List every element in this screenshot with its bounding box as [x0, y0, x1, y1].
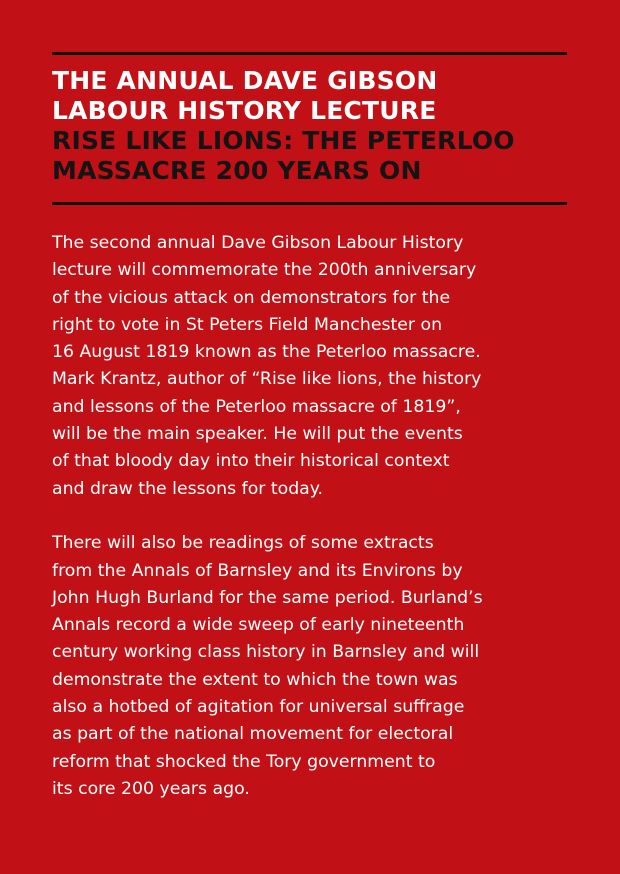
paragraph-2-line: reform that shocked the Tory government to — [52, 751, 436, 772]
paragraph-1-line: and draw the lessons for today. — [52, 478, 324, 499]
subtitle-line-2: MASSACRE 200 YEARS ON — [52, 156, 422, 185]
paragraph-1-line: 16 August 1819 known as the Peterloo massacre. — [52, 342, 481, 363]
paragraph-2-line: There will also be readings of some extracts — [52, 533, 434, 554]
paragraph-2-line: Annals record a wide sweep of early nineteenth — [52, 615, 465, 636]
paragraph-1-line: Mark Krantz, author of “Rise like lions, the history — [52, 369, 482, 390]
paragraph-2-line: its core 200 years ago. — [52, 778, 250, 799]
paragraph-1-line: and lessons of the Peterloo massacre of 1819”, — [52, 396, 461, 417]
paragraph-1-line: The second annual Dave Gibson Labour History — [52, 233, 464, 253]
paragraph-2-line: century working class history in Barnsley and will — [52, 642, 480, 663]
bottom-divider — [52, 202, 567, 205]
title-line-2: LABOUR HISTORY LECTURE — [52, 96, 437, 125]
paragraph-2-line: from the Annals of Barnsley and its Environs by — [52, 560, 463, 581]
paragraph-2-line: demonstrate the extent to which the town was — [52, 669, 458, 690]
paragraph-1-line: lecture will commemorate the 200th anniversary — [52, 260, 477, 281]
title-line-1: THE ANNUAL DAVE GIBSON — [52, 66, 438, 95]
paragraph-2-line: as part of the national movement for electoral — [52, 724, 454, 745]
paragraph-1-line: of that bloody day into their historical context — [52, 451, 450, 472]
subtitle-line-1: RISE LIKE LIONS: THE PETERLOO — [52, 126, 515, 155]
article-body — [52, 230, 572, 803]
top-divider — [52, 52, 567, 55]
paragraph-2-line: John Hugh Burland for the same period. Burland’s — [52, 587, 483, 608]
paragraph-1 — [52, 230, 572, 503]
paragraph-2 — [52, 530, 572, 803]
paragraph-2-line: also a hotbed of agitation for universal suffrage — [52, 697, 465, 718]
heading-block — [52, 66, 572, 186]
paragraph-1-line: of the vicious attack on demonstrators for the — [52, 287, 451, 308]
paragraph-1-line: will be the main speaker. He will put the events — [52, 424, 463, 445]
paragraph-1-line: right to vote in St Peters Field Manchester on — [52, 314, 443, 335]
